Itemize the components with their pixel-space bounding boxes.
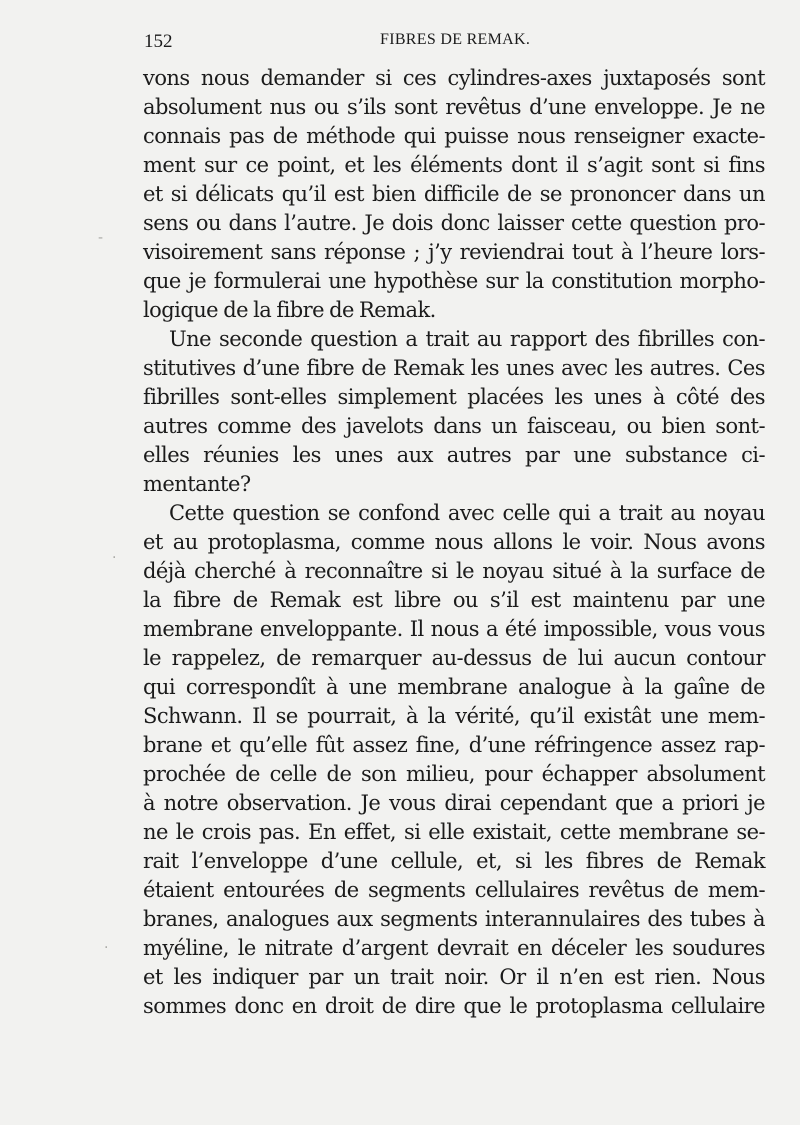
text-line: prochée de celle de son milieu, pour échapper absolument: [143, 762, 765, 786]
text-line: la fibre de Remak est libre ou s’il est maintenu par une: [143, 588, 765, 612]
text-line: Cette question se confond avec celle qui a trait au noyau: [169, 501, 765, 525]
text-line: absolument nus ou s’ils sont revêtus d’une enveloppe. Je ne: [143, 95, 765, 119]
text-line: elles réunies les unes aux autres par une substance ci-: [143, 443, 765, 467]
text-line: vons nous demander si ces cylindres-axes juxtaposés sont: [143, 66, 765, 90]
text-line: sommes donc en droit de dire que le protoplasma cellulaire: [143, 994, 765, 1018]
text-line: Schwann. Il se pourrait, à la vérité, qu’il existât une mem-: [143, 704, 765, 728]
text-line: logique de la fibre de Remak.: [143, 298, 436, 322]
text-line: autres comme des javelots dans un faisceau, ou bien sont-: [143, 414, 765, 438]
text-line: brane et qu’elle fût assez fine, d’une réfringence assez rap-: [143, 733, 765, 757]
text-line: myéline, le nitrate d’argent devrait en déceler les soudures: [143, 936, 765, 960]
text-line: Une seconde question a trait au rapport des fibrilles con-: [169, 327, 765, 351]
text-line: étaient entourées de segments cellulaires revêtus de mem-: [143, 878, 765, 902]
text-line: fibrilles sont-elles simplement placées les unes à côté des: [143, 385, 765, 409]
text-line: que je formulerai une hypothèse sur la constitution morpho-: [143, 269, 765, 293]
text-line: le rappelez, de remarquer au-dessus de lui aucun contour: [143, 646, 765, 670]
text-line: connais pas de méthode qui puisse nous renseigner exacte-: [143, 124, 765, 148]
text-line: déjà cherché à reconnaître si le noyau situé à la surface de: [143, 559, 765, 583]
text-line: qui correspondît à une membrane analogue à la gaîne de: [143, 675, 765, 699]
text-line: à notre observation. Je vous dirai cependant que a priori je: [143, 791, 765, 815]
text-line: ment sur ce point, et les éléments dont il s’agit sont si fins: [143, 153, 765, 177]
text-line: et les indiquer par un trait noir. Or il n’en est rien. Nous: [143, 965, 765, 989]
text-line: et si délicats qu’il est bien difficile de se prononcer dans un: [143, 182, 765, 206]
text-line: ne le crois pas. En effet, si elle existait, cette membrane se-: [143, 820, 765, 844]
text-line: visoirement sans réponse ; j’y reviendrai tout à l’heure lors-: [143, 240, 765, 264]
text-line: membrane enveloppante. Il nous a été impossible, vous vous: [143, 617, 765, 641]
text-line: sens ou dans l’autre. Je dois donc laisser cette question pro-: [143, 211, 765, 235]
scan-speck: .: [104, 936, 109, 952]
scan-speck: -: [98, 230, 104, 246]
text-line: branes, analogues aux segments interannulaires des tubes à: [143, 907, 765, 931]
text-line: mentante?: [143, 472, 251, 496]
text-line: et au protoplasma, comme nous allons le voir. Nous avons: [143, 530, 765, 554]
page-number: 152: [144, 31, 173, 52]
scan-speck: .: [112, 546, 117, 562]
text-line: rait l’enveloppe d’une cellule, et, si les fibres de Remak: [143, 849, 765, 873]
text-line: stitutives d’une fibre de Remak les unes avec les autres. Ces: [143, 356, 765, 380]
running-title: FIBRES DE REMAK.: [380, 31, 531, 48]
